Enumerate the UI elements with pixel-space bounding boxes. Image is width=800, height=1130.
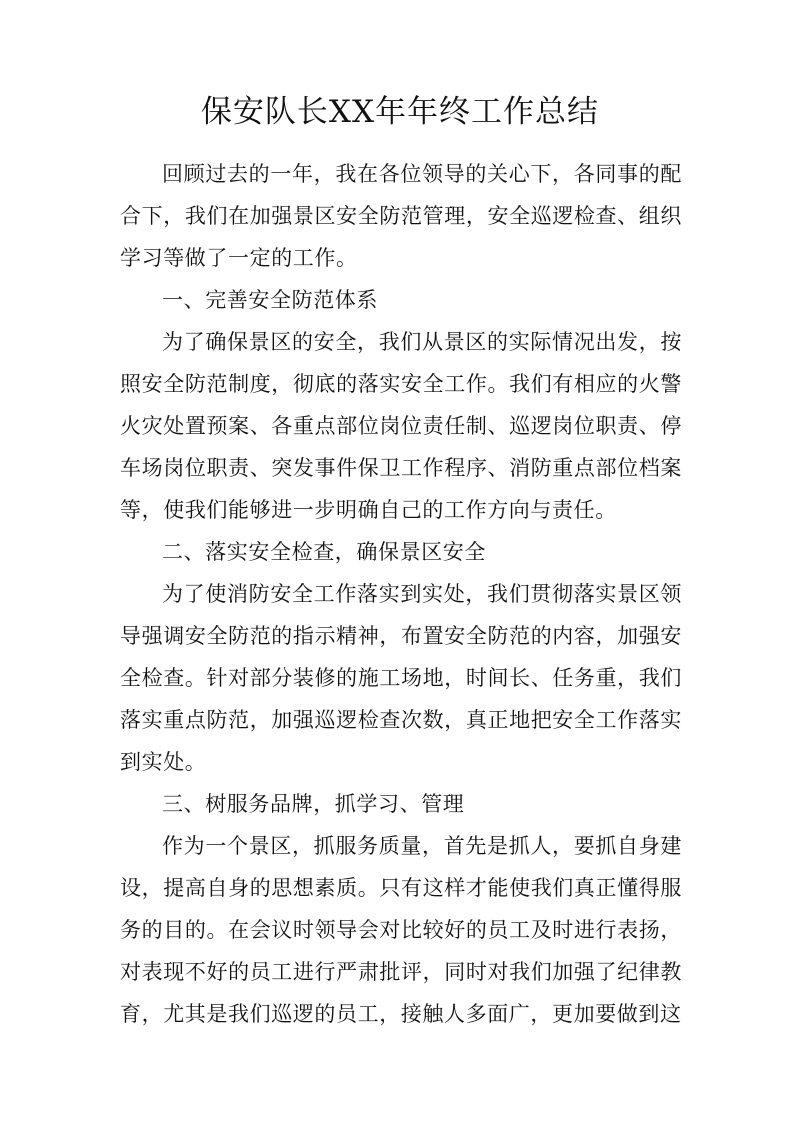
section-heading-2: 二、落实安全检查，确保景区安全 <box>162 540 486 564</box>
section-paragraph-2: 为了使消防安全工作落实到实处，我们贯彻落实景区领导强调安全防范的指示精神，布置安全防范的内容，加强安全检查。针对部分装修的施工场地，时间长、任务重，我们落实重点防范，加强巡逻检查次数，真正地把安全工作落实到实处。 <box>120 582 682 774</box>
intro-paragraph: 回顾过去的一年，我在各位领导的关心下，各同事的配合下，我们在加强景区安全防范管理，安全巡逻检查、组织学习等做了一定的工作。 <box>120 162 682 270</box>
section-paragraph-1: 为了确保景区的安全，我们从景区的实际情况出发，按照安全防范制度，彻底的落实安全工作。我们有相应的火警火灾处置预案、各重点部位岗位责任制、巡逻岗位职责、停车场岗位职责、突发事件保卫工作程序、消防重点部位档案等，使我们能够进一步明确自己的工作方向与责任。 <box>120 330 682 522</box>
section-paragraph-3: 作为一个景区，抓服务质量，首先是抓人，要抓自身建设，提高自身的思想素质。只有这样才能使我们真正懂得服务的目的。在会议时领导会对比较好的员工及时进行表扬，对表现不好的员工进行严肃批评，同时对我们加强了纪律教育，尤其是我们巡逻的员工，接触人多面广，更加要做到这 <box>120 834 682 1026</box>
document-body <box>120 153 682 1035</box>
section-heading-3: 三、树服务品牌，抓学习、管理 <box>162 792 465 816</box>
document-title: 保安队长XX年年终工作总结 <box>200 94 600 130</box>
section-heading-1: 一、完善安全防范体系 <box>162 288 378 312</box>
